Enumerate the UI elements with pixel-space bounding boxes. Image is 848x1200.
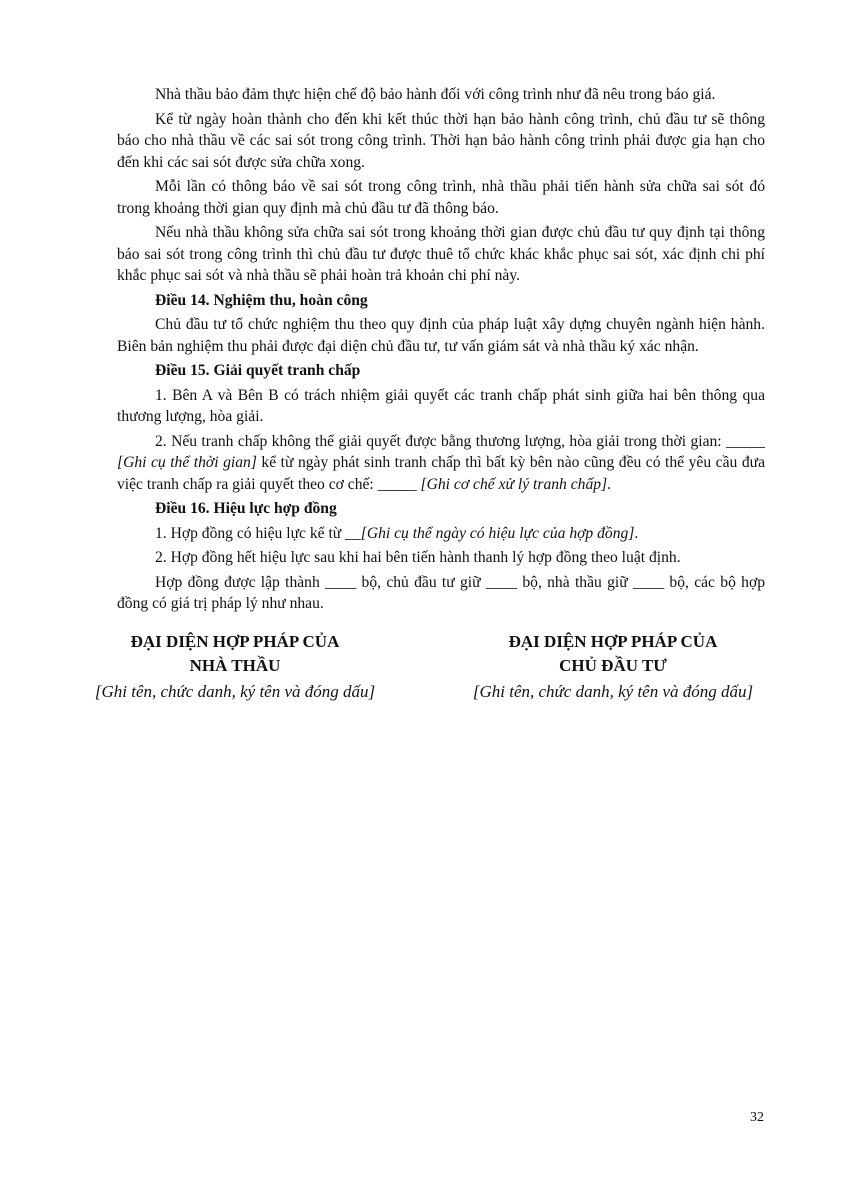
contractor-title-line-1: ĐẠI DIỆN HỢP PHÁP CỦA bbox=[130, 632, 340, 651]
article-16-item-1 bbox=[117, 523, 765, 545]
effective-date-placeholder: [Ghi cụ thể ngày có hiệu lực của hợp đồng] bbox=[360, 524, 635, 542]
article-14-heading: Điều 14. Nghiệm thu, hoàn công bbox=[155, 291, 368, 309]
warranty-paragraph-1: Nhà thầu bảo đảm thực hiện chế độ bảo hành đối với công trình như đã nêu trong báo giá. bbox=[155, 86, 716, 103]
warranty-paragraph-3: Mỗi lần có thông báo về sai sót trong công trình, nhà thầu phải tiến hành sửa chữa sai sót đó trong khoảng thời gian quy định mà chủ đầu tư đã thông báo. bbox=[117, 178, 765, 217]
investor-title-line-2: CHỦ ĐẦU TƯ bbox=[559, 656, 667, 675]
article-15-heading: Điều 15. Giải quyết tranh chấp bbox=[155, 362, 361, 379]
article-14-body: Chủ đầu tư tổ chức nghiệm thu theo quy định của pháp luật xây dựng chuyên ngành hiện hành. Biên bản nghiệm thu phải được đại diện chủ đầu tư, tư vấn giám sát và nhà thầu ký xác nhận. bbox=[117, 316, 765, 355]
article-16-item-1-text-a: 1. Hợp đồng có hiệu lực kể từ __ bbox=[155, 524, 361, 542]
investor-signature-block bbox=[438, 630, 788, 704]
article-15-item-1: 1. Bên A và Bên B có trách nhiệm giải quyết các tranh chấp phát sinh giữa hai bên thông qua thương lượng, hòa giải. bbox=[117, 386, 765, 425]
investor-title-line-1: ĐẠI DIỆN HỢP PHÁP CỦA bbox=[508, 632, 718, 651]
warranty-paragraph-4: Nếu nhà thầu không sửa chữa sai sót trong khoảng thời gian được chủ đầu tư quy định tại thông báo sai sót trong công trình thì chủ đầu tư được thuê tổ chức khác khắc phục sai sót, xác định chi phí khắc phục sai sót và nhà thầu sẽ phải hoàn trả khoản chi phí này. bbox=[117, 224, 765, 284]
document-body bbox=[117, 84, 765, 618]
contractor-signature-note: [Ghi tên, chức danh, ký tên và đóng dấu] bbox=[94, 682, 376, 701]
time-placeholder: [Ghi cụ thể thời gian] bbox=[117, 454, 257, 471]
article-15-item-2-text-c: kể từ ngày phát sinh tranh chấp thì bất kỳ bên nào cũng đều có thể yêu cầu đưa việc tranh chấp ra giải quyết theo cơ chế: _____ bbox=[117, 454, 765, 493]
article-16-item-1-text-c: . bbox=[634, 524, 639, 542]
page-number: 32 bbox=[750, 1110, 764, 1125]
contractor-signature-block bbox=[60, 630, 410, 704]
contractor-title-line-2: NHÀ THẦU bbox=[189, 656, 281, 675]
article-16-heading: Điều 16. Hiệu lực hợp đồng bbox=[155, 500, 337, 517]
warranty-paragraph-2: Kể từ ngày hoàn thành cho đến khi kết thúc thời hạn bảo hành công trình, chủ đầu tư sẽ thông báo cho nhà thầu về các sai sót trong công trình. Thời hạn bảo hành công trình phải được gia hạn cho đến khi các sai sót được sửa chữa xong. bbox=[117, 110, 765, 171]
article-15-item-2-text-a: 2. Nếu tranh chấp không thể giải quyết được bằng thương lượng, hòa giải trong thời gian: _____ bbox=[155, 432, 765, 450]
article-16-closing: Hợp đồng được lập thành ____ bộ, chủ đầu tư giữ ____ bộ, nhà thầu giữ ____ bộ, các bộ hợp đồng có giá trị pháp lý như nhau. bbox=[117, 573, 765, 612]
mechanism-placeholder: [Ghi cơ chế xử lý tranh chấp] bbox=[420, 475, 608, 493]
signature-section bbox=[60, 630, 788, 704]
article-15-item-2 bbox=[117, 431, 765, 496]
article-16-item-2: 2. Hợp đồng hết hiệu lực sau khi hai bên tiến hành thanh lý hợp đồng theo luật định. bbox=[155, 549, 681, 566]
article-15-item-2-text-e: . bbox=[607, 475, 612, 493]
investor-signature-note: [Ghi tên, chức danh, ký tên và đóng dấu] bbox=[472, 682, 754, 701]
